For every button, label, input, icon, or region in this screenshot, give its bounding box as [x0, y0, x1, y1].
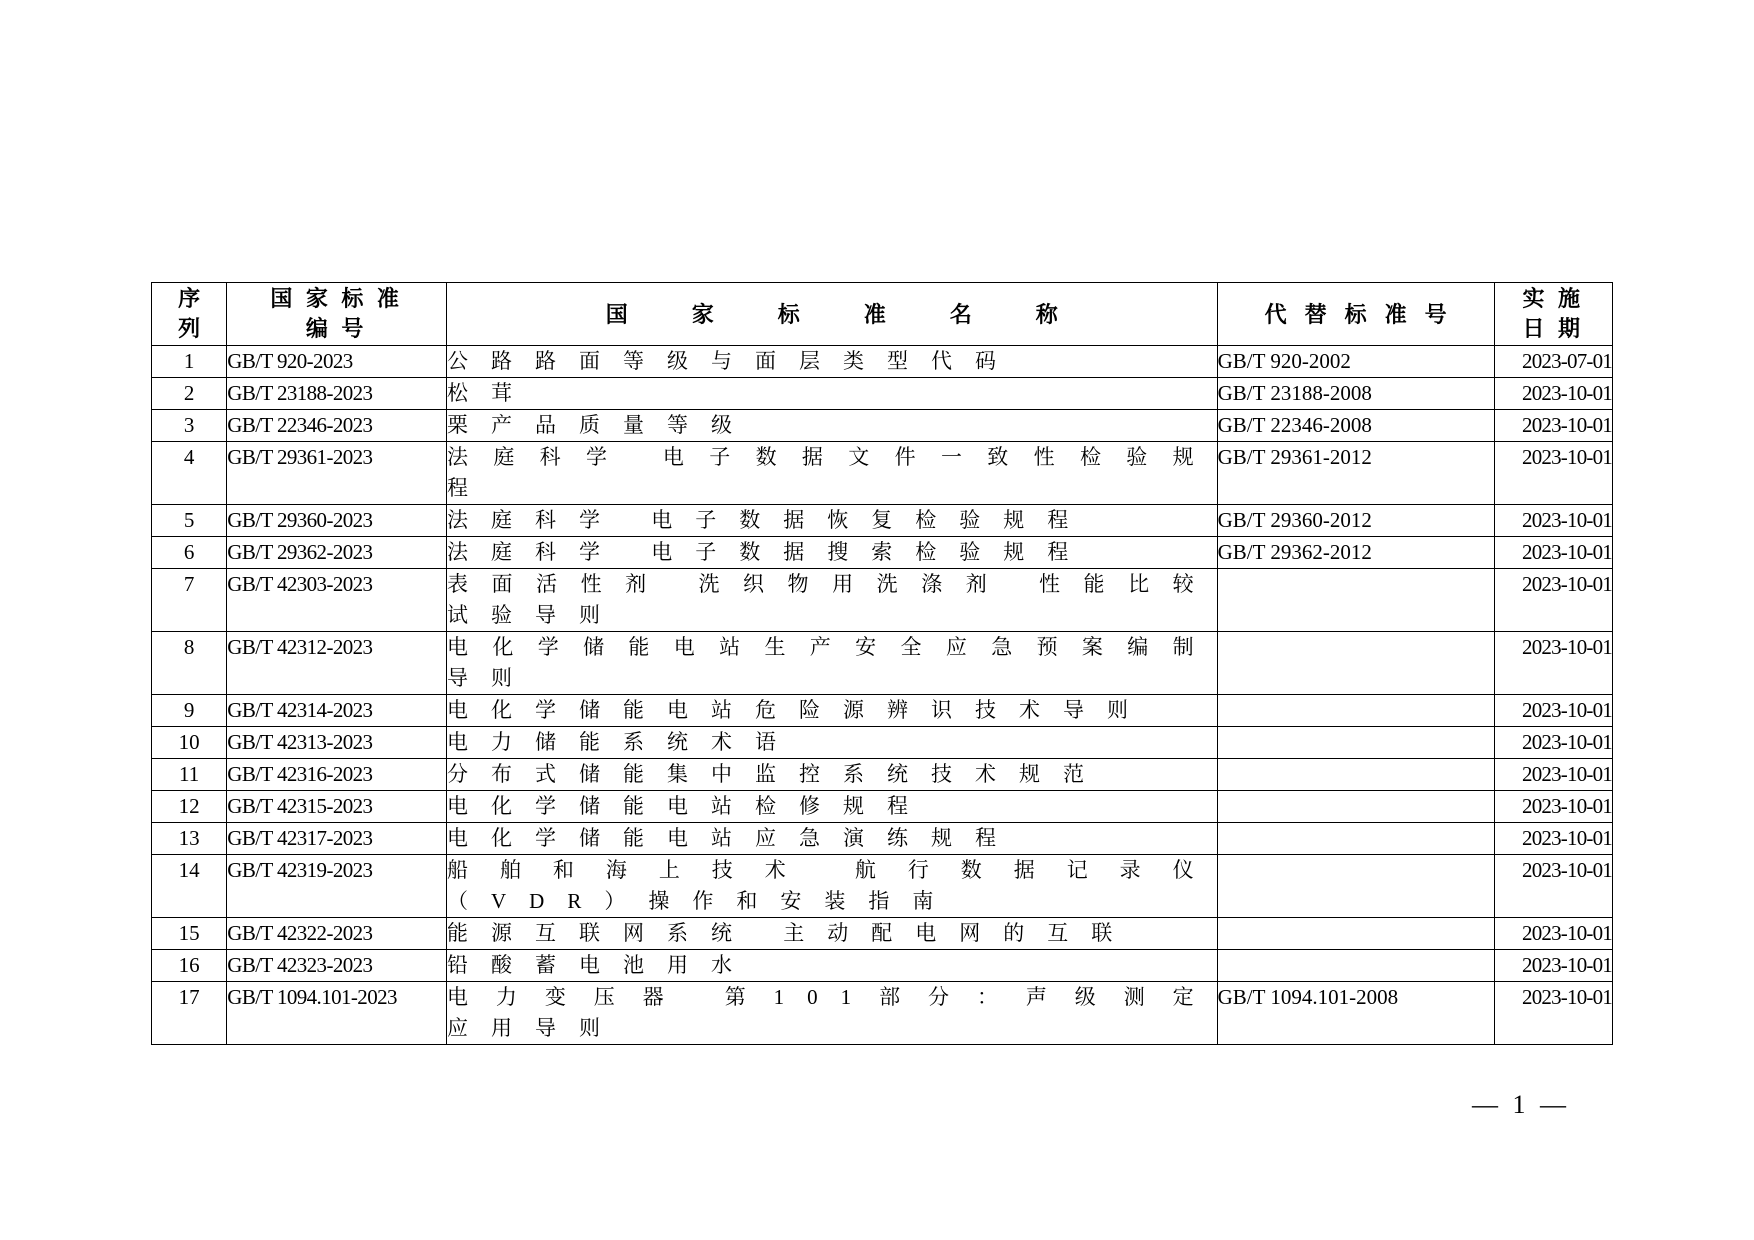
header-name [447, 283, 1218, 346]
row-replaced-cell [1217, 569, 1494, 632]
row-date-cell: 2023-10-01 [1494, 410, 1612, 442]
row-name-cell: 公路路面等级与面层类型代码 [447, 346, 1218, 378]
row-date-cell: 2023-10-01 [1494, 442, 1612, 505]
row-date-cell: 2023-10-01 [1494, 378, 1612, 410]
row-code-cell: GB/T 42323-2023 [227, 950, 447, 982]
row-code-cell: GB/T 42313-2023 [227, 727, 447, 759]
table-row [152, 410, 1613, 442]
row-date-cell: 2023-10-01 [1494, 727, 1612, 759]
table-row [152, 346, 1613, 378]
table-row [152, 759, 1613, 791]
row-code-cell: GB/T 42317-2023 [227, 823, 447, 855]
row-date-cell: 2023-10-01 [1494, 982, 1612, 1045]
row-name-cell: 电力储能系统术语 [447, 727, 1218, 759]
row-name-cell: 法庭科学 电子数据文件一致性检验规程 [447, 442, 1218, 505]
table-row [152, 791, 1613, 823]
header-seq [152, 283, 227, 346]
row-seq-cell: 13 [152, 823, 227, 855]
row-seq-cell: 15 [152, 918, 227, 950]
header-date-line-1: 实 施 [1522, 286, 1585, 311]
row-code-cell: GB/T 42316-2023 [227, 759, 447, 791]
row-seq-cell: 16 [152, 950, 227, 982]
table-row [152, 918, 1613, 950]
row-seq-cell: 4 [152, 442, 227, 505]
row-name-cell: 法庭科学 电子数据搜索检验规程 [447, 537, 1218, 569]
row-date-cell: 2023-10-01 [1494, 695, 1612, 727]
header-code-line-1: 国 家 标 准 [270, 286, 403, 311]
row-date-cell: 2023-10-01 [1494, 855, 1612, 918]
row-date-cell: 2023-10-01 [1494, 537, 1612, 569]
row-replaced-cell: GB/T 920-2002 [1217, 346, 1494, 378]
header-date [1494, 283, 1612, 346]
row-seq-cell: 1 [152, 346, 227, 378]
row-replaced-cell [1217, 823, 1494, 855]
table-header-row [152, 283, 1613, 346]
row-name-cell: 松茸 [447, 378, 1218, 410]
row-replaced-cell: GB/T 23188-2008 [1217, 378, 1494, 410]
row-date-cell: 2023-10-01 [1494, 950, 1612, 982]
row-seq-cell: 2 [152, 378, 227, 410]
row-date-cell: 2023-10-01 [1494, 632, 1612, 695]
header-replaced [1217, 283, 1494, 346]
row-seq-cell: 12 [152, 791, 227, 823]
row-name-cell: 电化学储能电站生产安全应急预案编制导则 [447, 632, 1218, 695]
table-row [152, 855, 1613, 918]
row-seq-cell: 7 [152, 569, 227, 632]
row-replaced-cell: GB/T 22346-2008 [1217, 410, 1494, 442]
row-date-cell: 2023-10-01 [1494, 569, 1612, 632]
row-replaced-cell [1217, 855, 1494, 918]
row-code-cell: GB/T 29362-2023 [227, 537, 447, 569]
header-date-line-2: 日 期 [1522, 316, 1585, 341]
row-replaced-cell: GB/T 29362-2012 [1217, 537, 1494, 569]
row-replaced-cell [1217, 695, 1494, 727]
table-row [152, 695, 1613, 727]
row-code-cell: GB/T 1094.101-2023 [227, 982, 447, 1045]
table-row [152, 537, 1613, 569]
row-replaced-cell [1217, 759, 1494, 791]
row-replaced-cell [1217, 950, 1494, 982]
table-row [152, 823, 1613, 855]
row-date-cell: 2023-10-01 [1494, 823, 1612, 855]
table-row [152, 442, 1613, 505]
row-date-cell: 2023-10-01 [1494, 759, 1612, 791]
row-name-cell: 电力变压器 第101部分：声级测定 应用导则 [447, 982, 1218, 1045]
row-date-cell: 2023-10-01 [1494, 918, 1612, 950]
row-replaced-cell [1217, 791, 1494, 823]
page-number: — 1 — [1472, 1090, 1570, 1119]
row-name-cell: 法庭科学 电子数据恢复检验规程 [447, 505, 1218, 537]
row-replaced-cell [1217, 918, 1494, 950]
row-replaced-cell: GB/T 29361-2012 [1217, 442, 1494, 505]
table-row [152, 982, 1613, 1045]
row-date-cell: 2023-07-01 [1494, 346, 1612, 378]
table-row [152, 505, 1613, 537]
header-seq-line-1: 序 [178, 286, 201, 311]
table-row [152, 378, 1613, 410]
row-replaced-cell: GB/T 29360-2012 [1217, 505, 1494, 537]
row-replaced-cell [1217, 727, 1494, 759]
row-code-cell: GB/T 42315-2023 [227, 791, 447, 823]
row-name-cell: 电化学储能电站检修规程 [447, 791, 1218, 823]
header-name-label: 国家标准名称 [605, 301, 1122, 327]
header-seq-line-2: 列 [178, 316, 201, 341]
row-seq-cell: 9 [152, 695, 227, 727]
row-code-cell: GB/T 42322-2023 [227, 918, 447, 950]
row-seq-cell: 8 [152, 632, 227, 695]
row-code-cell: GB/T 42319-2023 [227, 855, 447, 918]
table-row [152, 569, 1613, 632]
header-replaced-label: 代替标准号 [1264, 301, 1465, 327]
row-name-cell: 铅酸蓄电池用水 [447, 950, 1218, 982]
row-name-cell: 分布式储能集中监控系统技术规范 [447, 759, 1218, 791]
header-code-line-2: 编 号 [305, 316, 368, 341]
table-row [152, 950, 1613, 982]
row-name-cell: 表面活性剂 洗织物用洗涤剂 性能比较试验导则 [447, 569, 1218, 632]
row-date-cell: 2023-10-01 [1494, 791, 1612, 823]
row-code-cell: GB/T 42303-2023 [227, 569, 447, 632]
row-name-cell: 电化学储能电站危险源辨识技术导则 [447, 695, 1218, 727]
table-row [152, 632, 1613, 695]
row-code-cell: GB/T 29360-2023 [227, 505, 447, 537]
row-replaced-cell: GB/T 1094.101-2008 [1217, 982, 1494, 1045]
row-name-cell: 电化学储能电站应急演练规程 [447, 823, 1218, 855]
row-seq-cell: 3 [152, 410, 227, 442]
row-code-cell: GB/T 22346-2023 [227, 410, 447, 442]
row-code-cell: GB/T 42314-2023 [227, 695, 447, 727]
row-code-cell: GB/T 920-2023 [227, 346, 447, 378]
header-code [227, 283, 447, 346]
row-name-cell: 能源互联网系统 主动配电网的互联 [447, 918, 1218, 950]
row-date-cell: 2023-10-01 [1494, 505, 1612, 537]
row-name-cell: 船舶和海上技术 航行数据记录仪（VDR）操作和安装指南 [447, 855, 1218, 918]
row-code-cell: GB/T 29361-2023 [227, 442, 447, 505]
row-seq-cell: 10 [152, 727, 227, 759]
table-row [152, 727, 1613, 759]
row-seq-cell: 11 [152, 759, 227, 791]
row-code-cell: GB/T 42312-2023 [227, 632, 447, 695]
row-seq-cell: 14 [152, 855, 227, 918]
table-body [152, 346, 1613, 1045]
row-code-cell: GB/T 23188-2023 [227, 378, 447, 410]
row-seq-cell: 17 [152, 982, 227, 1045]
standards-table [151, 282, 1613, 1045]
row-name-cell: 栗产品质量等级 [447, 410, 1218, 442]
row-seq-cell: 5 [152, 505, 227, 537]
row-replaced-cell [1217, 632, 1494, 695]
row-seq-cell: 6 [152, 537, 227, 569]
